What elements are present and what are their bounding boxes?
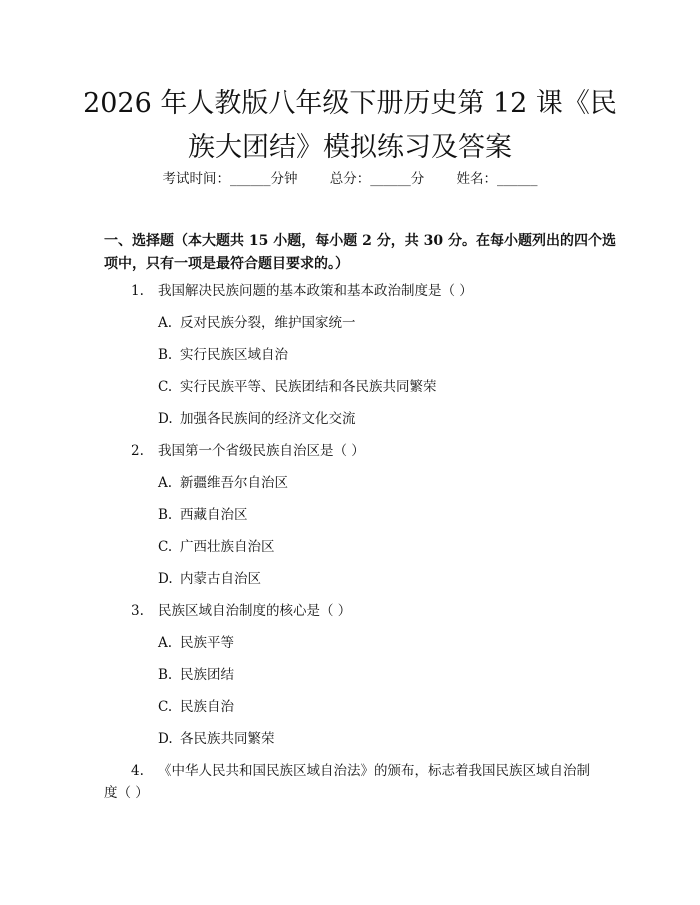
- section-heading: [104, 230, 624, 276]
- option-letter: D.: [158, 571, 173, 587]
- option-text: 实行民族区域自治: [180, 347, 288, 363]
- option-text: 内蒙古自治区: [180, 571, 261, 587]
- option-letter: C.: [158, 539, 173, 555]
- question-number: 3.: [131, 603, 144, 619]
- title-line-1: 2026 年人教版八年级下册历史第 12 课《民: [83, 88, 617, 119]
- option-text: 新疆维吾尔自治区: [180, 475, 288, 491]
- section-heading-line-2: 项中，只有一项是最符合题目要求的。）: [104, 256, 349, 272]
- question-number: 2.: [131, 443, 144, 459]
- document-title: [80, 82, 620, 170]
- option-letter: A.: [158, 315, 173, 331]
- option-letter: D.: [158, 731, 173, 747]
- section-heading-line-1: 一、选择题（本大题共 15 小题，每小题 2 分，共 30 分。在每小题列出的四个选: [104, 233, 616, 249]
- option-text: 反对民族分裂，维护国家统一: [180, 315, 356, 331]
- option-letter: D.: [158, 411, 173, 427]
- option-text: 加强各民族间的经济文化交流: [180, 411, 356, 427]
- option-text: 西藏自治区: [180, 507, 248, 523]
- option-text: 民族自治: [180, 699, 234, 715]
- title-line-2: 族大团结》模拟练习及答案: [188, 132, 512, 163]
- question-text-line-2: 度（ ）: [104, 785, 149, 801]
- option-text: 实行民族平等、民族团结和各民族共同繁荣: [180, 379, 437, 395]
- option-text: 各民族共同繁荣: [180, 731, 275, 747]
- question-text: 民族区域自治制度的核心是（ ）: [158, 603, 352, 619]
- option-letter: A.: [158, 475, 173, 491]
- option-letter: B.: [158, 347, 173, 363]
- question-number: 1.: [131, 283, 144, 299]
- option-text: 民族团结: [180, 667, 234, 683]
- question-number: 4.: [131, 763, 144, 779]
- question-text: 我国解决民族问题的基本政策和基本政治制度是（ ）: [158, 283, 473, 299]
- student-name-label: 姓名：______: [456, 171, 538, 187]
- option-letter: C.: [158, 379, 173, 395]
- option-letter: C.: [158, 699, 173, 715]
- question-text-line-1: 《中华人民共和国民族区域自治法》的颁布，标志着我国民族区域自治制: [158, 763, 590, 779]
- option-letter: B.: [158, 667, 173, 683]
- exam-info: [0, 167, 700, 187]
- total-score-label: 总分：______分: [329, 171, 425, 187]
- question-text: 我国第一个省级民族自治区是（ ）: [158, 443, 365, 459]
- exam-time-label: 考试时间：______分钟: [162, 171, 298, 187]
- option-letter: A.: [158, 635, 173, 651]
- option-text: 民族平等: [180, 635, 234, 651]
- option-letter: B.: [158, 507, 173, 523]
- option-text: 广西壮族自治区: [180, 539, 275, 555]
